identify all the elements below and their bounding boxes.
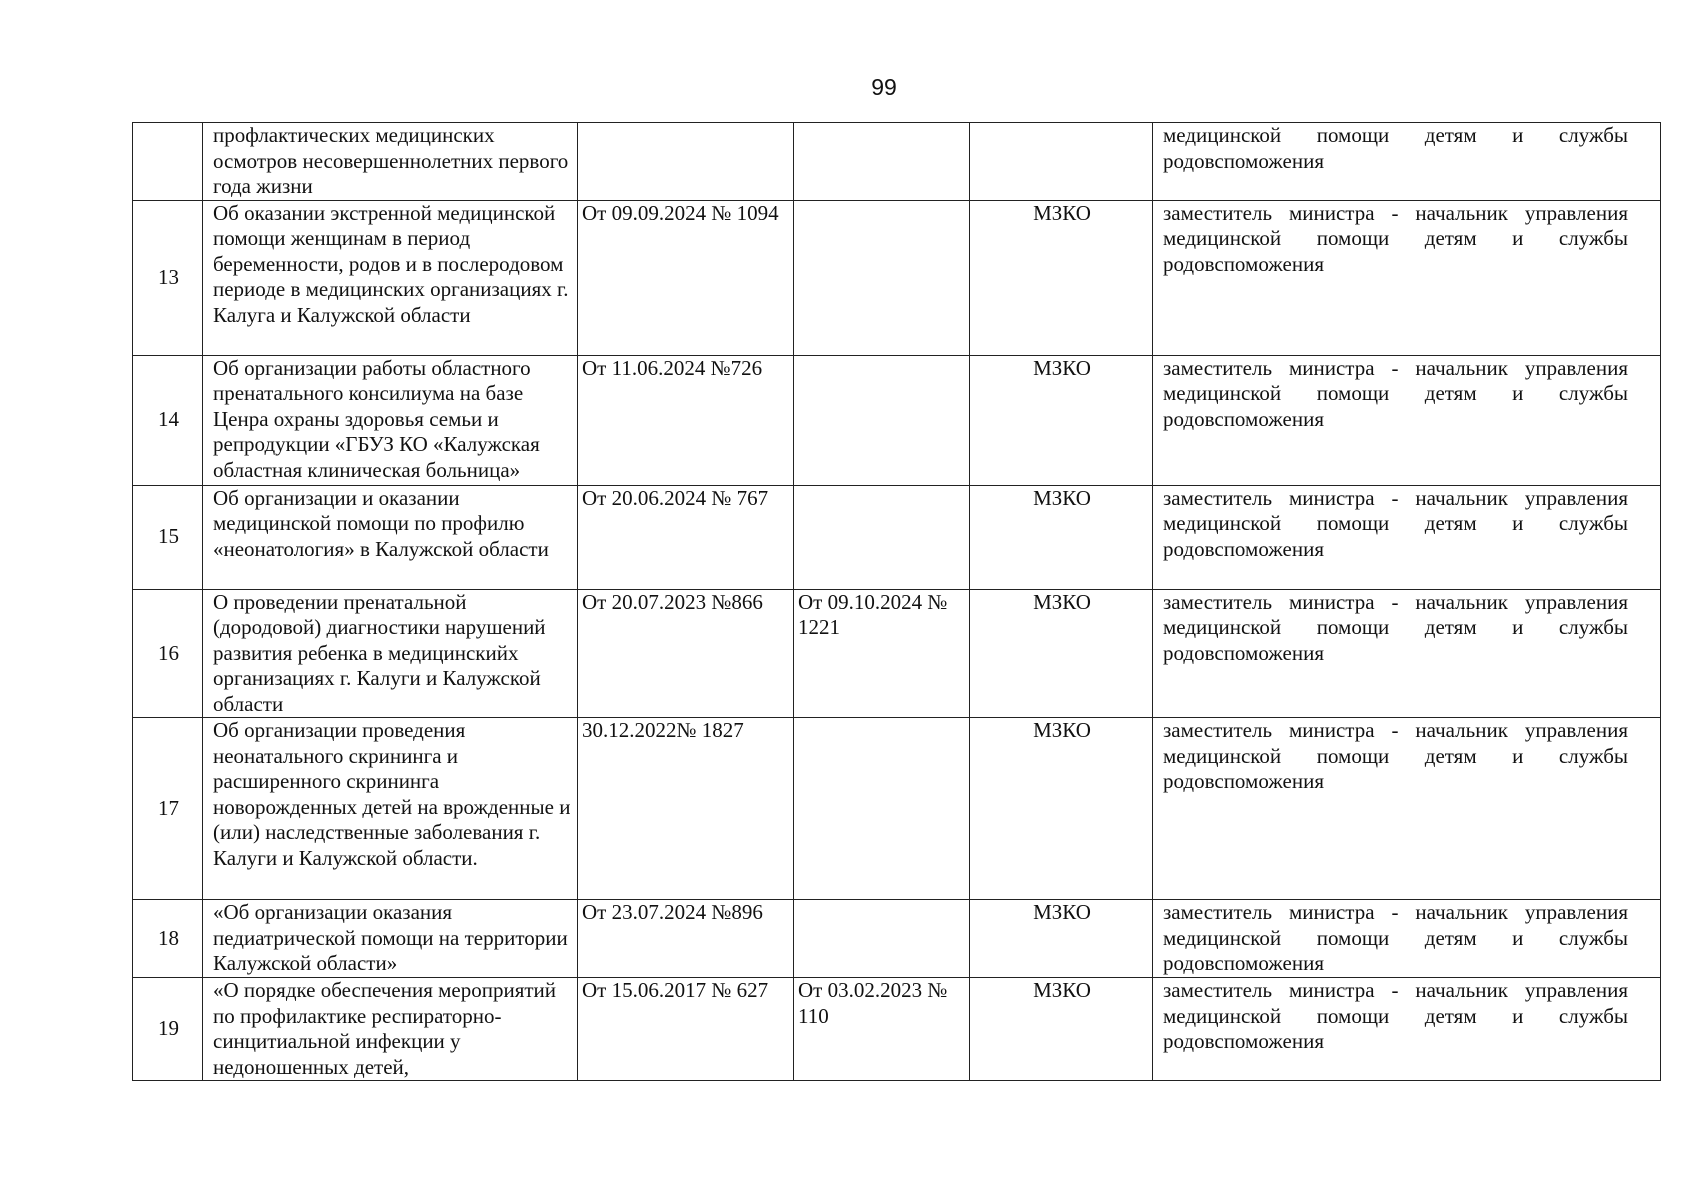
row-number: 17 [133, 718, 203, 900]
responsible-person: заместитель министра - начальник управления медицинской помощи детям и службы родовспоможения [1153, 978, 1661, 1081]
amendment-date [794, 355, 970, 485]
organization: МЗКО [970, 485, 1153, 589]
approval-date: От 11.06.2024 №726 [578, 355, 794, 485]
document-title: О проведении пренатальной (дородовой) диагностики нарушений развития ребенка в медицинскийх организациях г. Калуги и Калужской области [203, 589, 578, 718]
row-number: 13 [133, 200, 203, 355]
approval-date: От 23.07.2024 №896 [578, 900, 794, 978]
page-number: 99 [871, 74, 897, 100]
approval-date: От 15.06.2017 № 627 [578, 978, 794, 1081]
approval-date: От 09.09.2024 № 1094 [578, 200, 794, 355]
documents-table [132, 122, 1661, 1081]
amendment-date [794, 900, 970, 978]
organization: МЗКО [970, 589, 1153, 718]
amendment-date [794, 718, 970, 900]
responsible-person: заместитель министра - начальник управления медицинской помощи детям и службы родовспоможения [1153, 718, 1661, 900]
organization: МЗКО [970, 900, 1153, 978]
organization: МЗКО [970, 718, 1153, 900]
document-title: «Об организации оказания педиатрической помощи на территории Калужской области» [203, 900, 578, 978]
responsible-person: заместитель министра - начальник управления медицинской помощи детям и службы родовспоможения [1153, 355, 1661, 485]
document-title: Об организации и оказании медицинской помощи по профилю «неонатология» в Калужской области [203, 485, 578, 589]
table-row [133, 589, 1661, 718]
amendment-date [794, 485, 970, 589]
organization [970, 123, 1153, 201]
amendment-date: От 03.02.2023 № 110 [794, 978, 970, 1081]
row-number: 16 [133, 589, 203, 718]
table-row [133, 123, 1661, 201]
organization: МЗКО [970, 355, 1153, 485]
table-row [133, 718, 1661, 900]
row-number: 14 [133, 355, 203, 485]
document-title: «О порядке обеспечения мероприятий по профилактике респираторно- синцитиальной инфекции у недоношенных детей, [203, 978, 578, 1081]
table-row [133, 900, 1661, 978]
document-title: Об оказании экстренной медицинской помощи женщинам в период беременности, родов и в послеродовом периоде в медицинских организациях г. Калуга и Калужской области [203, 200, 578, 355]
approval-date: От 20.06.2024 № 767 [578, 485, 794, 589]
organization: МЗКО [970, 978, 1153, 1081]
responsible-person: медицинской помощи детям и службы родовспоможения [1153, 123, 1661, 201]
table-row [133, 485, 1661, 589]
row-number: 19 [133, 978, 203, 1081]
responsible-person: заместитель министра - начальник управления медицинской помощи детям и службы родовспоможения [1153, 200, 1661, 355]
approval-date [578, 123, 794, 201]
row-number [133, 123, 203, 201]
responsible-person: заместитель министра - начальник управления медицинской помощи детям и службы родовспоможения [1153, 900, 1661, 978]
responsible-person: заместитель министра - начальник управления медицинской помощи детям и службы родовспоможения [1153, 589, 1661, 718]
amendment-date [794, 200, 970, 355]
document-title: Об организации проведения неонатального скрининга и расширенного скрининга новорожденных детей на врожденные и (или) наследственные заболевания г. Калуги и Калужской области. [203, 718, 578, 900]
document-title: Об организации работы областного пренатального консилиума на базе Ценра охраны здоровья семьи и репродукции «ГБУЗ КО «Калужская областная клиническая больница» [203, 355, 578, 485]
row-number: 15 [133, 485, 203, 589]
responsible-person: заместитель министра - начальник управления медицинской помощи детям и службы родовспоможения [1153, 485, 1661, 589]
table-row [133, 200, 1661, 355]
approval-date: 30.12.2022№ 1827 [578, 718, 794, 900]
approval-date: От 20.07.2023 №866 [578, 589, 794, 718]
amendment-date [794, 123, 970, 201]
amendment-date: От 09.10.2024 № 1221 [794, 589, 970, 718]
row-number: 18 [133, 900, 203, 978]
table-row [133, 978, 1661, 1081]
organization: МЗКО [970, 200, 1153, 355]
table-row [133, 355, 1661, 485]
document-title: профлактических медицинских осмотров несовершеннолетних первого года жизни [203, 123, 578, 201]
